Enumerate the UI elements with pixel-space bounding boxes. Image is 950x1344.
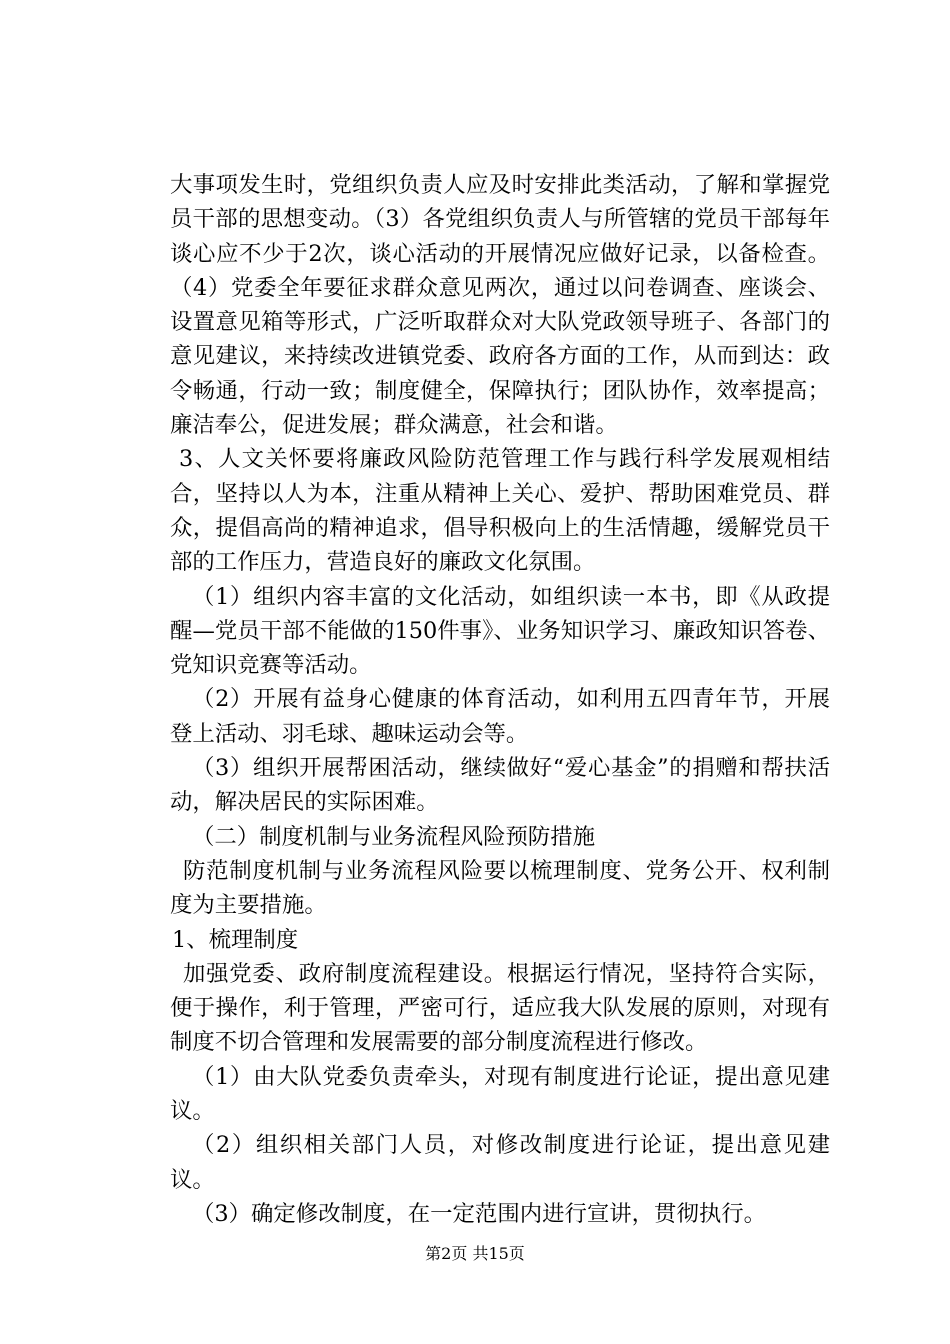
document-paragraph: （1）组织内容丰富的文化活动，如组织读一本书，即《从政提醒—党员干部不能做的150件事》、业务知识学习、廉政知识答卷、党知识竞赛等活动。 [170,583,830,679]
page-number-label: 第2页 共15页 [425,1244,525,1263]
document-paragraph: （二）制度机制与业务流程风险预防措施 [192,823,596,850]
document-paragraph: 3、人文关怀要将廉政风险防范管理工作与践行科学发展观相结合，坚持以人为本，注重从精神上关心、爱护、帮助困难党员、群众，提倡高尚的精神追求，倡导积极向上的生活情趣，缓解党员干部的工作压力，营造良好的廉政文化氛围。 [170,446,830,576]
document-paragraph: 1、梳理制度 [172,926,299,953]
document-body [170,168,830,1231]
document-paragraph: 大事项发生时，党组织负责人应及时安排此类活动，了解和掌握党员干部的思想变动。（3）各党组织负责人与所管辖的党员干部每年谈心应不少于2次，谈心活动的开展情况应做好记录，以备检查。（4）党委全年要征求群众意见两次，通过以问卷调查、座谈会、设置意见箱等形式，广泛听取群众对大队党政领导班子、各部门的意见建议，来持续改进镇党委、政府各方面的工作，从而到达：政令畅通，行动一致；制度健全，保障执行；团队协作，效率提高；廉洁奉公，促进发展；群众满意，社会和谐。 [170,172,830,439]
document-paragraph: （2）组织相关部门人员，对修改制度进行论证，提出意见建议。 [170,1132,830,1193]
document-paragraph: （2）开展有益身心健康的体育活动，如利用五四青年节，开展登上活动、羽毛球、趣味运动会等。 [170,686,830,747]
document-paragraph: （1）由大队党委负责牵头，对现有制度进行论证，提出意见建议。 [170,1063,830,1125]
document-paragraph: （3）组织开展帮困活动，继续做好“爱心基金”的捐赠和帮扶活动，解决居民的实际困难。 [170,755,830,816]
document-paragraph: （3）确定修改制度，在一定范围内进行宣讲，贯彻执行。 [192,1200,767,1227]
document-paragraph: 防范制度机制与业务流程风险要以梳理制度、党务公开、权利制度为主要措施。 [170,857,830,919]
page-footer [0,1244,950,1264]
document-paragraph: 加强党委、政府制度流程建设。根据运行情况，坚持符合实际，便于操作，利于管理，严密可行，适应我大队发展的原则，对现有制度不切合管理和发展需要的部分制度流程进行修改。 [170,960,830,1056]
